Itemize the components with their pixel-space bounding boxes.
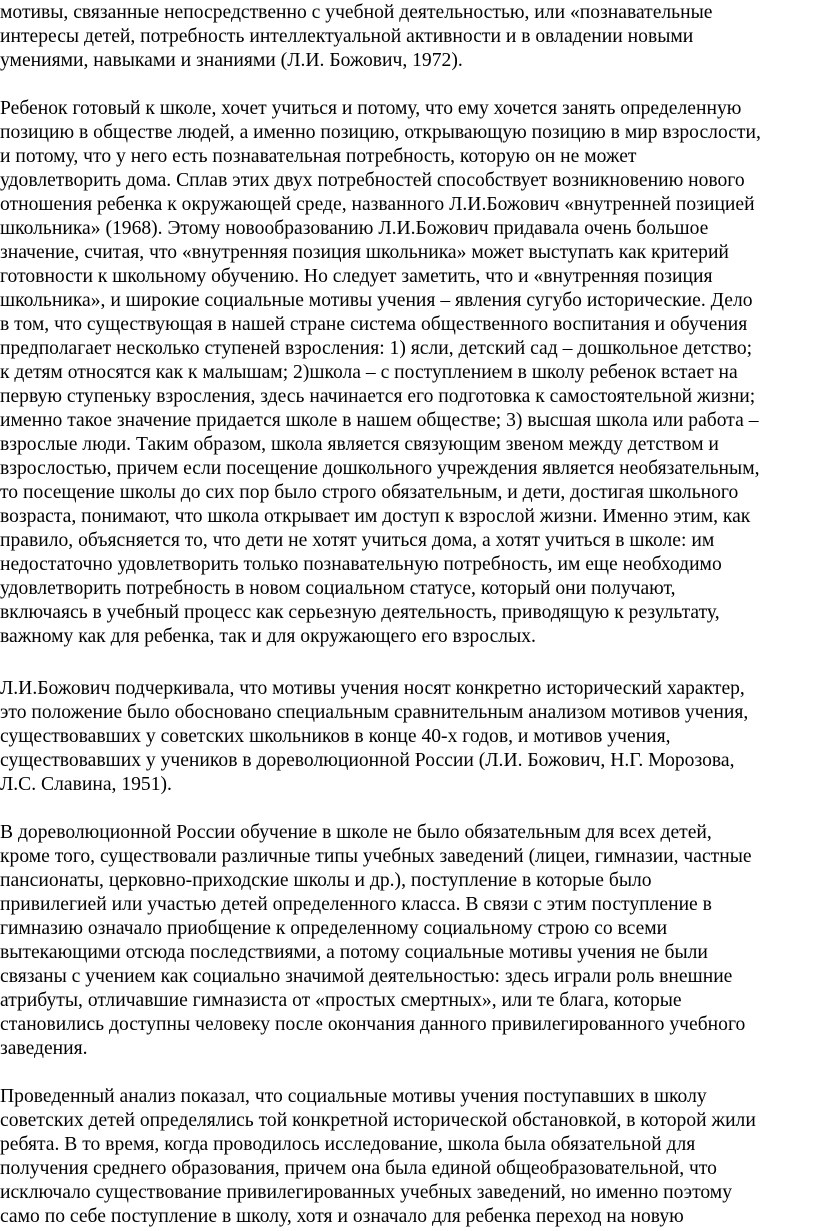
paragraph-1	[0, 1, 712, 73]
text-line: мотивы, связанные непосредственно с учебной деятельностью, или «познавательные	[0, 2, 713, 23]
text-line: умениями, навыками и знаниями (Л.И. Божович, 1972).	[0, 50, 463, 71]
text-line: атрибуты, отличавшие гимназиста от «простых смертных», или те блага, которые	[0, 990, 682, 1011]
text-line: значение, считая, что «внутренняя позиция школьника» может выступать как критерий	[0, 242, 729, 263]
text-line: становились доступны человеку после окончания данного привилегированного учебного	[0, 1014, 746, 1035]
text-line: включаясь в учебный процесс как серьезную деятельность, приводящую к результату,	[0, 602, 720, 623]
text-line: Ребенок готовый к школе, хочет учиться и потому, что ему хочется занять определенную	[0, 98, 742, 119]
text-line: советских детей определялись той конкретной исторической обстановкой, в которой жили	[0, 1110, 756, 1131]
text-line: кроме того, существовали различные типы учебных заведений (лицеи, гимназии, частные	[0, 846, 752, 867]
text-line: первую ступеньку взросления, здесь начинается его подготовка к самостоятельной жизни;	[0, 386, 756, 407]
text-line: само по себе поступление в школу, хотя и означало для ребенка переход на новую	[0, 1206, 684, 1227]
text-line: существовавших у советских школьников в конце 40-х годов, и мотивов учения,	[0, 726, 671, 747]
text-line: гимназию означало приобщение к определенному социальному строю со всеми	[0, 918, 668, 939]
text-line: получения среднего образования, причем она была единой общеобразовательной, что	[0, 1158, 717, 1179]
text-line: это положение было обосновано специальным сравнительным анализом мотивов учения,	[0, 702, 749, 723]
text-line: школьника» (1968). Этому новообразованию Л.И.Божович придавала очень большое	[0, 218, 709, 239]
text-line: Л.И.Божович подчеркивала, что мотивы учения носят конкретно исторический характер,	[0, 678, 745, 699]
text-line: удовлетворить потребность в новом социальном статусе, который они получают,	[0, 578, 676, 599]
text-line: недостаточно удовлетворить только познавательную потребность, им еще необходимо	[0, 554, 722, 575]
text-line: интересы детей, потребность интеллектуальной активности и в овладении новыми	[0, 26, 694, 47]
paragraph-3	[0, 677, 748, 797]
text-line: к детям относятся как к малышам; 2)школа – с поступлением в школу ребенок встает на	[0, 362, 738, 383]
text-line: предполагает несколько ступеней взросления: 1) ясли, детский сад – дошкольное детство;	[0, 338, 753, 359]
text-line: школьника», и широкие социальные мотивы учения – явления сугубо исторические. Дело	[0, 290, 753, 311]
text-line: то посещение школы до сих пор было строго обязательным, и дети, достигая школьного	[0, 482, 739, 503]
text-line: именно такое значение придается школе в нашем обществе; 3) высшая школа или работа –	[0, 410, 759, 431]
text-line: в том, что существующая в нашей стране система общественного воспитания и обучения	[0, 314, 748, 335]
text-line: взрослостью, причем если посещение дошкольного учреждения является необязательным,	[0, 458, 760, 479]
text-line: позицию в обществе людей, а именно позицию, открывающую позицию в мир взрослости,	[0, 122, 761, 143]
text-line: пансионаты, церковно-приходские школы и др.), поступление в которые было	[0, 870, 652, 891]
text-line: правило, объясняется то, что дети не хотят учиться дома, а хотят учиться в школе: им	[0, 530, 715, 551]
text-line: ребята. В то время, когда проводилось исследование, школа была обязательной для	[0, 1134, 696, 1155]
text-line: существовавших у учеников в дореволюционной России (Л.И. Божович, Н.Г. Морозова,	[0, 750, 735, 771]
paragraph-5	[0, 1085, 756, 1229]
text-line: Л.С. Славина, 1951).	[0, 774, 172, 795]
text-line: В дореволюционной России обучение в школе не было обязательным для всех детей,	[0, 822, 712, 843]
text-line: вытекающими отсюда последствиями, а потому социальные мотивы учения не были	[0, 942, 708, 963]
text-line: Проведенный анализ показал, что социальные мотивы учения поступавших в школу	[0, 1086, 707, 1107]
text-line: возраста, понимают, что школа открывает им доступ к взрослой жизни. Именно этим, как	[0, 506, 751, 527]
text-line: важному как для ребенка, так и для окружающего его взрослых.	[0, 626, 536, 647]
text-line: взрослые люди. Таким образом, школа является связующим звеном между детством и	[0, 434, 719, 455]
text-line: заведения.	[0, 1038, 88, 1059]
text-line: отношения ребенка к окружающей среде, названного Л.И.Божович «внутренней позицией	[0, 194, 755, 215]
paragraph-2	[0, 97, 761, 649]
text-line: привилегией или участью детей определенного класса. В связи с этим поступление в	[0, 894, 712, 915]
text-line: связаны с учением как социально значимой деятельностью: здесь играли роль внешние	[0, 966, 733, 987]
paragraph-4	[0, 821, 752, 1061]
text-line: и потому, что у него есть познавательная потребность, которую он не может	[0, 146, 637, 167]
text-line: удовлетворить дома. Сплав этих двух потребностей способствует возникновению нового	[0, 170, 745, 191]
text-line: готовности к школьному обучению. Но следует заметить, что и «внутренняя позиция	[0, 266, 713, 287]
text-line: исключало существование привилегированных учебных заведений, но именно поэтому	[0, 1182, 733, 1203]
